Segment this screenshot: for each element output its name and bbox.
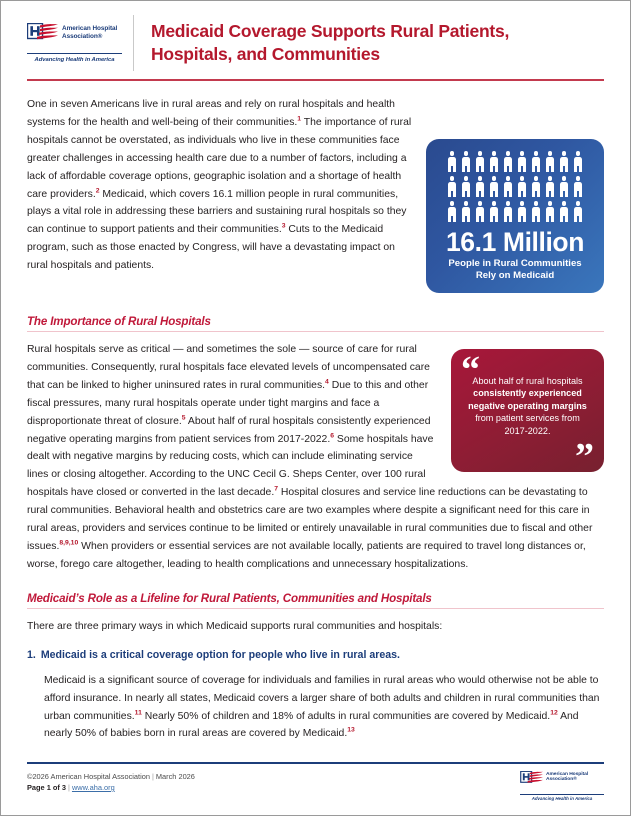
footer-aha-logo-mark-icon: [520, 771, 544, 792]
person-pictogram-icon: [531, 176, 541, 197]
logo-org-line-1: American Hospital: [62, 25, 118, 33]
logo-top-row: [27, 23, 122, 50]
item1-text-2: Nearly 50% of children and 18% of adults in rural communities are covered by Medicaid.: [141, 710, 551, 722]
stat-caption-line-1: People in Rural Communities: [448, 258, 582, 269]
person-pictogram-icon: [559, 201, 569, 222]
person-icon-row: [447, 151, 583, 172]
footnote-ref-2[interactable]: 2: [95, 187, 100, 195]
footer-content: [27, 771, 604, 802]
stat-caption: [440, 257, 589, 282]
sec1-text-4: Some hospitals have dealt with negative margins by reducing costs, which can include eliminating service lines or closing altogether. According to the UNC Cecil G. Sheps Center, over 100 rural hospitals have closed or converted in the last decade.: [27, 433, 434, 499]
person-pictogram-icon: [559, 151, 569, 172]
quote-text-bold: consistently experienced negative operating margins: [468, 388, 587, 411]
sec1-text-6: When providers or essential services are not available locally, patients are required to travel long distances or, worse, forego care altogether, leading to health complications and unnecessary hospitalizations.: [27, 540, 586, 570]
footer-logo-org-line-1: American Hospital: [546, 771, 589, 777]
stat-callout-box: [426, 139, 604, 293]
person-pictogram-icon: [489, 176, 499, 197]
footnote-ref-4[interactable]: 4: [325, 378, 329, 386]
aha-website-link[interactable]: www.aha.org: [71, 783, 115, 792]
header-divider: [27, 79, 604, 81]
person-pictogram-icon: [475, 151, 485, 172]
intro-text-3: Medicaid, which covers 16.1 million people in rural communities, plays a vital role in addressing these barriers and sustaining rural hospitals so they can continue to support patients and their communities.: [27, 188, 407, 236]
person-pictogram-icon: [489, 201, 499, 222]
person-icon-grid: [447, 151, 583, 222]
page-number-label: Page 1 of 3: [27, 783, 67, 792]
footer-page-line: [27, 782, 195, 794]
list-item-body: [27, 672, 604, 744]
footnote-ref-13[interactable]: 13: [347, 726, 355, 734]
footer-logo-org-line-2: Association®: [546, 777, 577, 783]
sec1-text-2: Due to this and other fiscal pressures, many rural hospitals operate under tight margins and face a disproportionate threat of closure.: [27, 379, 429, 427]
footer-separator-1: |: [151, 771, 154, 781]
footer-text-block: [27, 771, 195, 794]
quote-text-2: from patient services from 2017-2022.: [475, 413, 580, 436]
footnote-ref-6[interactable]: 6: [330, 432, 335, 440]
person-pictogram-icon: [545, 151, 555, 172]
section-medicaid-role: [27, 592, 604, 744]
page-title-line-1: Medicaid Coverage Supports Rural Patients,: [151, 21, 510, 41]
page-title-line-2: Hospitals, and Communities: [151, 44, 380, 64]
logo-org-name: [62, 23, 117, 40]
quote-open-mark-icon: “: [461, 349, 480, 391]
person-pictogram-icon: [531, 151, 541, 172]
document-footer: [27, 762, 604, 802]
list-item: [27, 648, 604, 663]
footer-aha-logo: [520, 771, 604, 802]
footer-logo-tagline: Advancing Health in America: [520, 794, 604, 802]
person-pictogram-icon: [559, 176, 569, 197]
list-item-title: Medicaid is a critical coverage option for people who live in rural areas.: [40, 648, 400, 661]
sec1-text-5: Hospital closures and service line reductions can be devastating to rural communities. Behavioral health and obstetrics care are two examples where despite a significant need for this care in rural areas, providers and services continue to be limited or entirely unavailable in rural communities due to fiscal and other issues.: [27, 487, 593, 552]
person-pictogram-icon: [503, 176, 513, 197]
stat-number: 16.1 Million: [445, 227, 585, 257]
footer-copyright-line: [27, 771, 195, 783]
aha-logo: [27, 15, 134, 71]
intro-text-4: Cuts to the Medicaid program, such as those enacted by Congress, will have a devastating impact on rural hospitals and patients.: [27, 224, 395, 272]
footnote-ref-8-9-10[interactable]: 8,9,10: [59, 539, 79, 547]
footer-copyright: ©2026 American Hospital Association: [27, 771, 150, 781]
list-item-number: 1.: [27, 648, 36, 661]
person-pictogram-icon: [475, 201, 485, 222]
person-pictogram-icon: [573, 201, 583, 222]
footer-date: March 2026: [155, 771, 195, 781]
item1-text-1: Medicaid is a significant source of coverage for individuals and families in rural areas who would otherwise not be able to afford insurance. In nearly all states, Medicaid covers a larger share of both adults and children in rural communities than urban communities.: [44, 674, 600, 722]
person-pictogram-icon: [573, 176, 583, 197]
footnote-ref-11[interactable]: 11: [134, 709, 142, 717]
person-pictogram-icon: [461, 176, 471, 197]
section-2-lead: There are three primary ways in which Medicaid supports rural communities and hospitals:: [27, 620, 443, 632]
pull-quote-box: [451, 349, 604, 478]
section-rural-hospitals: [27, 315, 604, 574]
aha-logo-mark-icon: [27, 23, 59, 50]
person-pictogram-icon: [489, 151, 499, 172]
person-pictogram-icon: [573, 151, 583, 172]
footer-divider: [27, 762, 604, 764]
footnote-ref-7[interactable]: 7: [274, 485, 279, 493]
person-pictogram-icon: [503, 151, 513, 172]
footer-logo-org-name: [546, 771, 588, 784]
footer-logo-top-row: [520, 771, 604, 792]
stat-caption-line-2: Rely on Medicaid: [475, 270, 555, 282]
pull-quote-text: [463, 375, 592, 437]
section-heading-1: The Importance of Rural Hospitals: [27, 315, 604, 332]
person-pictogram-icon: [475, 176, 485, 197]
person-pictogram-icon: [545, 201, 555, 222]
footnote-ref-12[interactable]: 12: [550, 709, 558, 717]
person-pictogram-icon: [517, 201, 527, 222]
person-pictogram-icon: [517, 151, 527, 172]
person-icon-row: [447, 176, 583, 197]
person-icon-row: [447, 201, 583, 222]
person-pictogram-icon: [447, 176, 457, 197]
person-pictogram-icon: [503, 201, 513, 222]
person-pictogram-icon: [545, 176, 555, 197]
person-pictogram-icon: [461, 151, 471, 172]
sec1-text-3: About half of rural hospitals consistently experienced negative operating margins from patient services from 2017-2022.: [27, 415, 431, 445]
person-pictogram-icon: [531, 201, 541, 222]
item1-text-3: And nearly 50% of babies born in rural areas are covered by Medicaid.: [44, 710, 579, 740]
footnote-ref-3[interactable]: 3: [281, 222, 286, 230]
document-body: [1, 96, 630, 743]
footnote-ref-1[interactable]: 1: [297, 115, 302, 123]
footnote-ref-5[interactable]: 5: [181, 414, 186, 422]
section-heading-2: Medicaid’s Role as a Lifeline for Rural Patients, Communities and Hospitals: [27, 592, 604, 609]
person-pictogram-icon: [517, 176, 527, 197]
person-pictogram-icon: [447, 151, 457, 172]
person-pictogram-icon: [447, 201, 457, 222]
document-header: [1, 1, 630, 71]
intro-text-1: One in seven Americans live in rural areas and rely on rural hospitals and health systems for the health and well-being of their communities.: [27, 99, 395, 128]
sec1-text-1: Rural hospitals serve as critical — and sometimes the sole — source of care for rural communities. Consequently, rural hospitals face elevated levels of uncompensated care that can be linked to higher uninsured rates in rural communities.: [27, 344, 430, 391]
logo-tagline: Advancing Health in America: [27, 53, 122, 63]
intro-text-2: The importance of rural hospitals cannot be overstated, as individuals who live in these communities face greater challenges in accessing health care due to a number of factors, including a lack of affordable coverage options, geographic isolation and a shortage of health care providers.: [27, 116, 412, 200]
quote-text-1: About half of rural hospitals: [472, 376, 583, 386]
footer-separator-2: |: [68, 783, 70, 792]
person-pictogram-icon: [461, 201, 471, 222]
page-title: [134, 20, 509, 66]
logo-org-line-2: Association®: [62, 32, 103, 40]
quote-close-mark-icon: ”: [575, 436, 594, 478]
